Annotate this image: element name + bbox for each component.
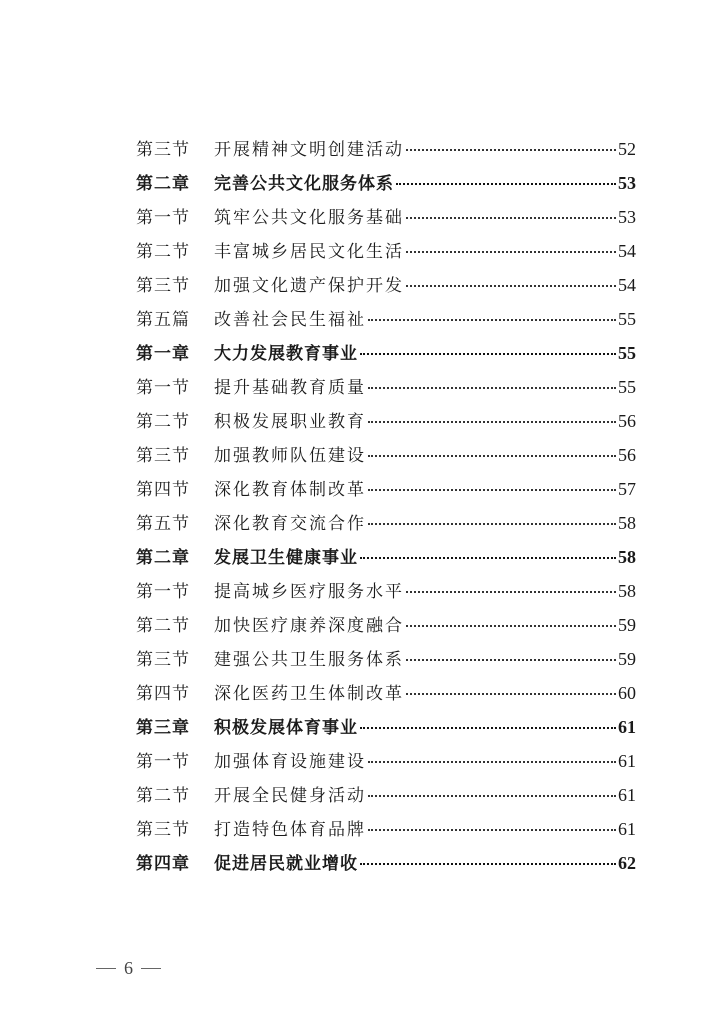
toc-entry-page: 55 — [618, 377, 636, 397]
toc-dot-leader — [406, 216, 616, 219]
toc-entry-level: 第四节 — [136, 684, 190, 704]
toc-dot-leader — [368, 760, 616, 763]
toc-entry-title: 建强公共卫生服务体系 — [214, 650, 404, 670]
toc-entry-level: 第二节 — [136, 786, 190, 806]
toc-entry-level: 第五篇 — [136, 310, 190, 330]
toc-entry-level: 第三节 — [136, 650, 190, 670]
toc-entry-page: 62 — [618, 853, 636, 873]
page-number: 6 — [124, 958, 133, 978]
toc-entry-page: 57 — [618, 479, 636, 499]
toc-dot-leader — [368, 828, 616, 831]
toc-entry-title: 加强教师队伍建设 — [214, 446, 366, 466]
toc-entry-page: 61 — [618, 751, 636, 771]
toc-entry[interactable] — [136, 268, 636, 302]
toc-entry-page: 61 — [618, 717, 636, 737]
toc-entry-level: 第一节 — [136, 208, 190, 228]
toc-dot-leader — [406, 624, 616, 627]
toc-entry-title: 筑牢公共文化服务基础 — [214, 208, 404, 228]
toc-entry[interactable] — [136, 472, 636, 506]
toc-dot-leader — [368, 420, 616, 423]
toc-dot-leader — [406, 250, 616, 253]
toc-entry-level: 第一节 — [136, 582, 190, 602]
toc-dot-leader — [368, 454, 616, 457]
toc-entry-title: 加快医疗康养深度融合 — [214, 616, 404, 636]
toc-entry-title: 深化医药卫生体制改革 — [214, 684, 404, 704]
toc-dot-leader — [360, 726, 616, 729]
toc-entry-level: 第二章 — [136, 548, 190, 568]
toc-entry-title: 大力发展教育事业 — [214, 344, 358, 364]
toc-entry-page: 58 — [618, 581, 636, 601]
toc-entry-level: 第三章 — [136, 718, 190, 738]
toc-entry-title: 提高城乡医疗服务水平 — [214, 582, 404, 602]
toc-entry-level: 第三节 — [136, 276, 190, 296]
toc-dot-leader — [406, 148, 616, 151]
toc-dot-leader — [406, 590, 616, 593]
toc-entry-level: 第三节 — [136, 820, 190, 840]
toc-entry-page: 59 — [618, 615, 636, 635]
toc-dot-leader — [360, 556, 616, 559]
toc-entry[interactable] — [136, 574, 636, 608]
toc-entry[interactable] — [136, 404, 636, 438]
toc-dot-leader — [360, 352, 616, 355]
toc-dot-leader — [396, 182, 616, 185]
toc-entry-page: 58 — [618, 513, 636, 533]
toc-dot-leader — [368, 522, 616, 525]
toc-entry-page: 60 — [618, 683, 636, 703]
toc-entry-title: 深化教育交流合作 — [214, 514, 366, 534]
toc-entry-page: 54 — [618, 275, 636, 295]
toc-dot-leader — [368, 488, 616, 491]
toc-entry[interactable] — [136, 132, 636, 166]
toc-entry-page: 53 — [618, 207, 636, 227]
toc-entry[interactable] — [136, 812, 636, 846]
toc-entry-page: 58 — [618, 547, 636, 567]
toc-entry-title: 提升基础教育质量 — [214, 378, 366, 398]
toc-entry[interactable] — [136, 710, 636, 744]
toc-entry-page: 52 — [618, 139, 636, 159]
footer-dash-left — [96, 968, 116, 969]
toc-entry-page: 53 — [618, 173, 636, 193]
toc-entry[interactable] — [136, 370, 636, 404]
toc-entry-page: 59 — [618, 649, 636, 669]
toc-entry[interactable] — [136, 676, 636, 710]
toc-entry-level: 第一节 — [136, 378, 190, 398]
toc-entry-page: 55 — [618, 309, 636, 329]
toc-entry-title: 丰富城乡居民文化生活 — [214, 242, 404, 262]
toc-entry-title: 积极发展职业教育 — [214, 412, 366, 432]
toc-entry-title: 加强文化遗产保护开发 — [214, 276, 404, 296]
toc-entry-title: 改善社会民生福祉 — [214, 310, 366, 330]
toc-dot-leader — [406, 284, 616, 287]
toc-entry-title: 促进居民就业增收 — [214, 854, 358, 874]
toc-entry[interactable] — [136, 302, 636, 336]
toc-entry-page: 56 — [618, 411, 636, 431]
toc-entry-title: 积极发展体育事业 — [214, 718, 358, 738]
toc-entry-level: 第一节 — [136, 752, 190, 772]
toc-dot-leader — [406, 692, 616, 695]
toc-entry-level: 第三节 — [136, 446, 190, 466]
toc-entry-level: 第二节 — [136, 616, 190, 636]
toc-entry[interactable] — [136, 642, 636, 676]
toc-entry-title: 发展卫生健康事业 — [214, 548, 358, 568]
toc-entry-page: 61 — [618, 785, 636, 805]
toc-entry[interactable] — [136, 846, 636, 880]
toc-entry[interactable] — [136, 540, 636, 574]
toc-entry[interactable] — [136, 438, 636, 472]
toc-entry[interactable] — [136, 608, 636, 642]
toc-entry[interactable] — [136, 778, 636, 812]
page-footer — [96, 958, 161, 979]
toc-entry-page: 54 — [618, 241, 636, 261]
toc-entry-title: 开展全民健身活动 — [214, 786, 366, 806]
toc-entry-title: 加强体育设施建设 — [214, 752, 366, 772]
toc-entry[interactable] — [136, 200, 636, 234]
toc-entry[interactable] — [136, 506, 636, 540]
toc-entry-title: 开展精神文明创建活动 — [214, 140, 404, 160]
toc-entry[interactable] — [136, 166, 636, 200]
toc-entry-title: 完善公共文化服务体系 — [214, 174, 394, 194]
toc-entry-level: 第四节 — [136, 480, 190, 500]
toc-entry-level: 第二章 — [136, 174, 190, 194]
toc-entry-title: 打造特色体育品牌 — [214, 820, 366, 840]
toc-dot-leader — [368, 794, 616, 797]
toc-dot-leader — [368, 386, 616, 389]
toc-entry-level: 第二节 — [136, 242, 190, 262]
toc-entry-page: 55 — [618, 343, 636, 363]
toc-entry-level: 第五节 — [136, 514, 190, 534]
toc-entry-page: 56 — [618, 445, 636, 465]
toc-entry-level: 第二节 — [136, 412, 190, 432]
toc-entry[interactable] — [136, 744, 636, 778]
toc-entry-level: 第一章 — [136, 344, 190, 364]
toc-dot-leader — [360, 862, 616, 865]
toc-entry-level: 第三节 — [136, 140, 190, 160]
toc-dot-leader — [406, 658, 616, 661]
toc-entry[interactable] — [136, 234, 636, 268]
toc-entry-level: 第四章 — [136, 854, 190, 874]
footer-dash-right — [141, 968, 161, 969]
table-of-contents — [136, 132, 636, 880]
toc-entry-title: 深化教育体制改革 — [214, 480, 366, 500]
toc-entry[interactable] — [136, 336, 636, 370]
toc-dot-leader — [368, 318, 616, 321]
toc-entry-page: 61 — [618, 819, 636, 839]
